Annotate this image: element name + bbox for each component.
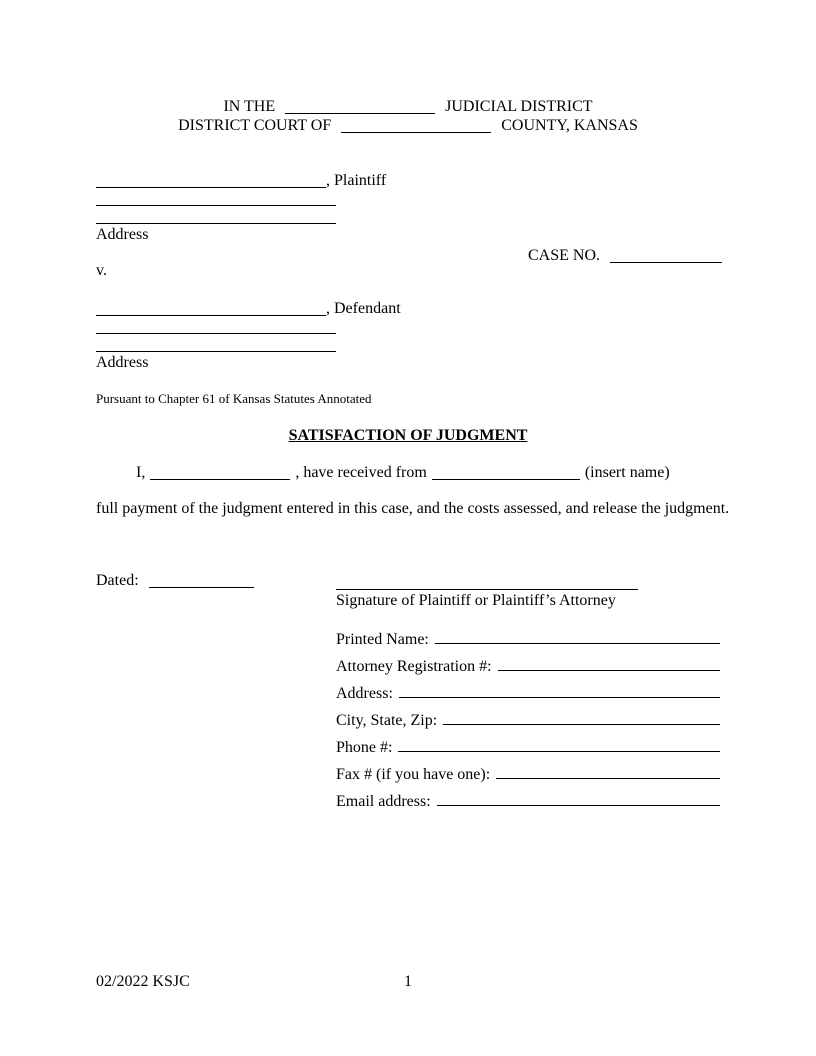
body-intro-text: I,	[136, 464, 146, 481]
page-footer	[0, 972, 816, 991]
city-state-zip-blank[interactable]	[443, 710, 720, 725]
case-number-label: CASE NO.	[528, 247, 601, 264]
defendant-name-row	[96, 300, 401, 318]
payer-name-blank[interactable]	[432, 465, 580, 480]
email-label: Email address:	[336, 793, 431, 810]
body-line-1	[96, 455, 722, 491]
address-blank[interactable]	[399, 683, 720, 698]
defendant-address-row-2	[96, 336, 401, 354]
header-line2-suffix: COUNTY, KANSAS	[501, 117, 638, 134]
dated-blank[interactable]	[149, 573, 254, 588]
plaintiff-address-row-2	[96, 208, 386, 226]
printed-name-label: Printed Name:	[336, 631, 429, 648]
attorney-registration-row	[336, 656, 720, 676]
form-revision-code: 02/2022 KSJC	[96, 973, 190, 990]
printed-name-blank[interactable]	[435, 629, 720, 644]
defendant-label: , Defendant	[326, 300, 401, 317]
plaintiff-name-row	[96, 172, 386, 190]
title-row	[0, 427, 816, 445]
attorney-registration-label: Attorney Registration #:	[336, 658, 492, 675]
body-received-from-text: , have received from	[295, 464, 427, 481]
attorney-fields	[336, 629, 720, 818]
printed-name-row	[336, 629, 720, 649]
body-paragraph	[96, 455, 730, 527]
court-header	[0, 97, 816, 135]
plaintiff-caption-block	[96, 172, 386, 244]
phone-row	[336, 737, 720, 757]
plaintiff-address-line1-blank[interactable]	[96, 191, 336, 206]
header-line-1	[0, 97, 816, 116]
fax-label: Fax # (if you have one):	[336, 766, 491, 783]
email-row	[336, 791, 720, 811]
plaintiff-address-row-1	[96, 190, 386, 208]
defendant-address-label: Address	[96, 354, 149, 371]
email-blank[interactable]	[437, 791, 720, 806]
case-number-row	[528, 247, 722, 265]
phone-blank[interactable]	[398, 737, 720, 752]
dated-row	[96, 572, 254, 590]
dated-label: Dated:	[96, 572, 139, 589]
defendant-address-line1-blank[interactable]	[96, 319, 336, 334]
address-label: Address:	[336, 685, 393, 702]
document-title: SATISFACTION OF JUDGMENT	[288, 427, 528, 444]
plaintiff-address-line2-blank[interactable]	[96, 209, 336, 224]
page-number: 1	[404, 973, 412, 990]
header-line1-suffix: JUDICIAL DISTRICT	[445, 98, 593, 115]
header-line2-prefix: DISTRICT COURT OF	[178, 117, 332, 134]
city-state-zip-row	[336, 710, 720, 730]
header-line1-prefix: IN THE	[223, 98, 276, 115]
defendant-caption-block	[96, 300, 401, 372]
attorney-registration-blank[interactable]	[498, 656, 720, 671]
insert-name-note: (insert name)	[584, 464, 670, 481]
phone-label: Phone #:	[336, 739, 393, 756]
plaintiff-address-label: Address	[96, 226, 149, 243]
signature-blank[interactable]	[336, 574, 638, 590]
body-line-2: full payment of the judgment entered in this case, and the costs assessed, and release the judgment.	[96, 500, 730, 517]
releasor-name-blank[interactable]	[150, 465, 290, 480]
versus-label: v.	[96, 262, 107, 279]
signature-caption: Signature of Plaintiff or Plaintiff’s Attorney	[336, 592, 616, 609]
defendant-address-row-1	[96, 318, 401, 336]
city-state-zip-label: City, State, Zip:	[336, 712, 438, 729]
judicial-district-number-blank[interactable]	[285, 99, 435, 114]
fax-blank[interactable]	[496, 764, 720, 779]
defendant-address-line2-blank[interactable]	[96, 337, 336, 352]
header-line-2	[0, 116, 816, 135]
county-name-blank[interactable]	[341, 118, 491, 133]
plaintiff-name-blank[interactable]	[96, 173, 326, 188]
statute-note: Pursuant to Chapter 61 of Kansas Statutes Annotated	[96, 391, 372, 406]
defendant-name-blank[interactable]	[96, 301, 326, 316]
fax-row	[336, 764, 720, 784]
case-number-blank[interactable]	[610, 248, 722, 263]
signature-column	[336, 574, 638, 611]
plaintiff-label: , Plaintiff	[326, 172, 387, 189]
address-row	[336, 683, 720, 703]
